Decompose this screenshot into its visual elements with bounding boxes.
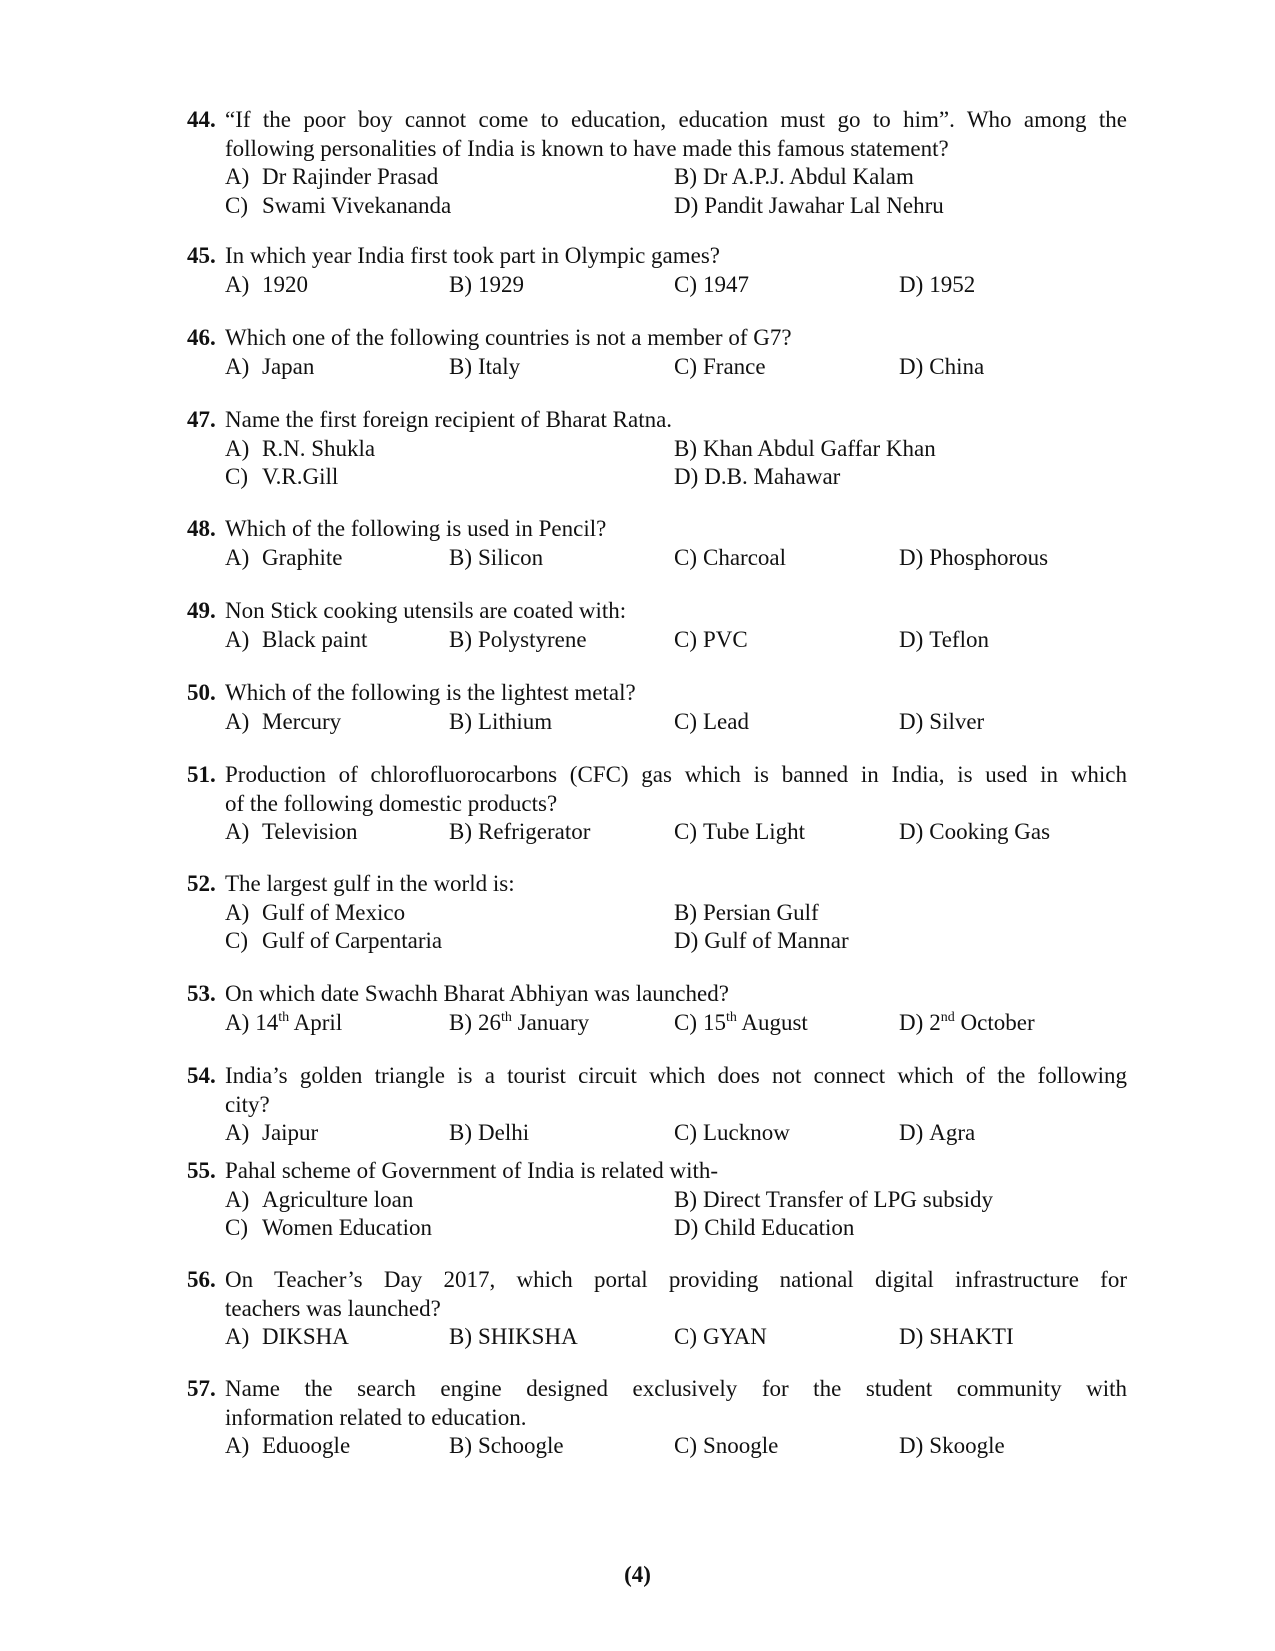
- question-54: [187, 1062, 1127, 1148]
- question-number: 56.: [187, 1267, 216, 1292]
- option-c: C) Gulf of Carpentaria: [225, 928, 443, 953]
- option-c: C) 1947: [674, 271, 749, 297]
- option-d: D) Phosphorous: [899, 544, 1049, 570]
- option-b: B) Silicon: [449, 544, 544, 570]
- question-number: 44.: [187, 107, 216, 132]
- option-a: A) Japan: [225, 353, 315, 379]
- question-text-continued: city?: [225, 1091, 270, 1117]
- options-row: [187, 1432, 1127, 1461]
- option-a: A) R.N. Shukla: [225, 435, 376, 461]
- options-row: [187, 899, 1127, 928]
- option-a: A) Mercury: [225, 708, 342, 734]
- question-text: 44. “If the poor boy cannot come to education, education must go to him”. Who among the: [187, 106, 1127, 135]
- option-b: B) Refrigerator: [449, 819, 591, 844]
- option-b: B) Persian Gulf: [674, 899, 819, 925]
- option-c: C) Women Education: [225, 1215, 432, 1240]
- option-d: D) 1952: [899, 271, 976, 297]
- question-44: [187, 106, 1127, 220]
- option-b: B) Delhi: [449, 1120, 530, 1145]
- question-text: 47. Name the first foreign recipient of Bharat Ratna.: [187, 406, 1127, 435]
- question-45: [187, 242, 1127, 299]
- options-row: [187, 626, 1127, 655]
- question-text: 48. Which of the following is used in Pencil?: [187, 515, 1127, 544]
- question-57: [187, 1375, 1127, 1461]
- option-b: B) Direct Transfer of LPG subsidy: [674, 1186, 994, 1212]
- question-text: 54. India’s golden triangle is a tourist circuit which does not connect which of the following: [187, 1062, 1127, 1091]
- question-53: [187, 980, 1127, 1037]
- option-c: C) GYAN: [674, 1324, 767, 1349]
- question-number: 45.: [187, 243, 216, 268]
- option-c: C) 15th August: [674, 1009, 808, 1035]
- question-text: 51. Production of chlorofluorocarbons (CFC) gas which is banned in India, is used in which: [187, 761, 1127, 790]
- option-a: A) Eduoogle: [225, 1433, 351, 1458]
- option-d: D) Silver: [899, 708, 985, 734]
- question-number: 53.: [187, 981, 216, 1006]
- options-row: [187, 927, 1127, 956]
- question-55: [187, 1157, 1127, 1243]
- question-number: 47.: [187, 407, 216, 432]
- question-49: [187, 597, 1127, 654]
- question-56: [187, 1266, 1127, 1352]
- question-number: 52.: [187, 871, 216, 896]
- question-text-continued: following personalities of India is known to have made this famous statement?: [225, 135, 949, 161]
- options-row: [187, 1009, 1127, 1038]
- option-d: D) Skoogle: [899, 1433, 1005, 1458]
- option-b: B) Dr A.P.J. Abdul Kalam: [674, 164, 914, 189]
- question-number: 54.: [187, 1063, 216, 1088]
- question-text: 50. Which of the following is the lightest metal?: [187, 679, 1127, 708]
- options-row: [187, 708, 1127, 737]
- option-c: C) Lead: [674, 708, 749, 734]
- page-number: (4): [624, 1562, 651, 1587]
- options-row: [187, 544, 1127, 573]
- question-number: 57.: [187, 1376, 216, 1401]
- option-b: B) 1929: [449, 271, 524, 297]
- question-text: 55. Pahal scheme of Government of India is related with-: [187, 1157, 1127, 1186]
- option-d: D) 2nd October: [899, 1009, 1035, 1035]
- question-number: 50.: [187, 680, 216, 705]
- option-d: D) Cooking Gas: [899, 819, 1051, 844]
- option-c: C) PVC: [674, 626, 748, 652]
- question-46: [187, 324, 1127, 381]
- option-c: C) Lucknow: [674, 1120, 790, 1145]
- options-row: [187, 163, 1127, 192]
- options-row: [187, 463, 1127, 492]
- option-b: B) Lithium: [449, 708, 553, 734]
- question-text-continued: of the following domestic products?: [225, 790, 558, 816]
- question-number: 55.: [187, 1158, 216, 1183]
- options-row: [187, 271, 1127, 300]
- question-text: 46. Which one of the following countries is not a member of G7?: [187, 324, 1127, 353]
- option-a: A) Graphite: [225, 544, 343, 570]
- question-text: 53. On which date Swachh Bharat Abhiyan was launched?: [187, 980, 1127, 1009]
- option-a: A) Dr Rajinder Prasad: [225, 164, 439, 189]
- option-c: C) Charcoal: [674, 544, 787, 570]
- options-row: [187, 1214, 1127, 1243]
- option-c: C) Snoogle: [674, 1433, 779, 1458]
- option-d: D) Pandit Jawahar Lal Nehru: [674, 192, 944, 218]
- option-d: D) D.B. Mahawar: [674, 464, 841, 489]
- question-51: [187, 761, 1127, 847]
- question-text-continued: teachers was launched?: [225, 1295, 441, 1321]
- question-text: 57. Name the search engine designed exclusively for the student community with: [187, 1375, 1127, 1404]
- option-a: A) 14th April: [225, 1009, 343, 1035]
- option-d: D) Teflon: [899, 626, 989, 652]
- options-row: [187, 818, 1127, 847]
- option-b: B) SHIKSHA: [449, 1324, 578, 1349]
- option-b: B) Khan Abdul Gaffar Khan: [674, 435, 936, 461]
- option-d: D) China: [899, 353, 985, 379]
- question-47: [187, 406, 1127, 492]
- option-c: C) V.R.Gill: [225, 464, 339, 489]
- option-b: B) Polystyrene: [449, 626, 587, 652]
- question-text: 49. Non Stick cooking utensils are coated with:: [187, 597, 1127, 626]
- options-row: [187, 192, 1127, 221]
- option-c: C) Tube Light: [674, 819, 806, 844]
- option-a: A) Jaipur: [225, 1120, 319, 1145]
- question-48: [187, 515, 1127, 572]
- question-number: 46.: [187, 325, 216, 350]
- options-row: [187, 1119, 1127, 1148]
- question-number: 51.: [187, 762, 216, 787]
- options-row: [187, 435, 1127, 464]
- options-row: [187, 1186, 1127, 1215]
- question-text: 52. The largest gulf in the world is:: [187, 870, 1127, 899]
- option-c: C) Swami Vivekananda: [225, 192, 452, 218]
- option-d: D) Gulf of Mannar: [674, 928, 849, 953]
- option-a: A) DIKSHA: [225, 1324, 349, 1349]
- question-52: [187, 870, 1127, 956]
- question-number: 49.: [187, 598, 216, 623]
- option-a: A) Gulf of Mexico: [225, 899, 406, 925]
- option-b: B) Italy: [449, 353, 521, 379]
- question-50: [187, 679, 1127, 736]
- option-b: B) Schoogle: [449, 1433, 564, 1458]
- question-text: 45. In which year India first took part in Olympic games?: [187, 242, 1127, 271]
- option-d: D) Child Education: [674, 1215, 855, 1240]
- option-a: A) Agriculture loan: [225, 1186, 414, 1212]
- option-c: C) France: [674, 353, 766, 379]
- option-a: A) Television: [225, 819, 358, 844]
- option-a: A) Black paint: [225, 626, 368, 652]
- option-a: A) 1920: [225, 271, 308, 297]
- option-d: D) Agra: [899, 1120, 976, 1145]
- question-number: 48.: [187, 516, 216, 541]
- option-b: B) 26th January: [449, 1009, 590, 1035]
- option-d: D) SHAKTI: [899, 1324, 1014, 1349]
- options-row: [187, 1323, 1127, 1352]
- options-row: [187, 353, 1127, 382]
- question-text-continued: information related to education.: [225, 1404, 527, 1430]
- question-text: 56. On Teacher’s Day 2017, which portal providing national digital infrastructure for: [187, 1266, 1127, 1295]
